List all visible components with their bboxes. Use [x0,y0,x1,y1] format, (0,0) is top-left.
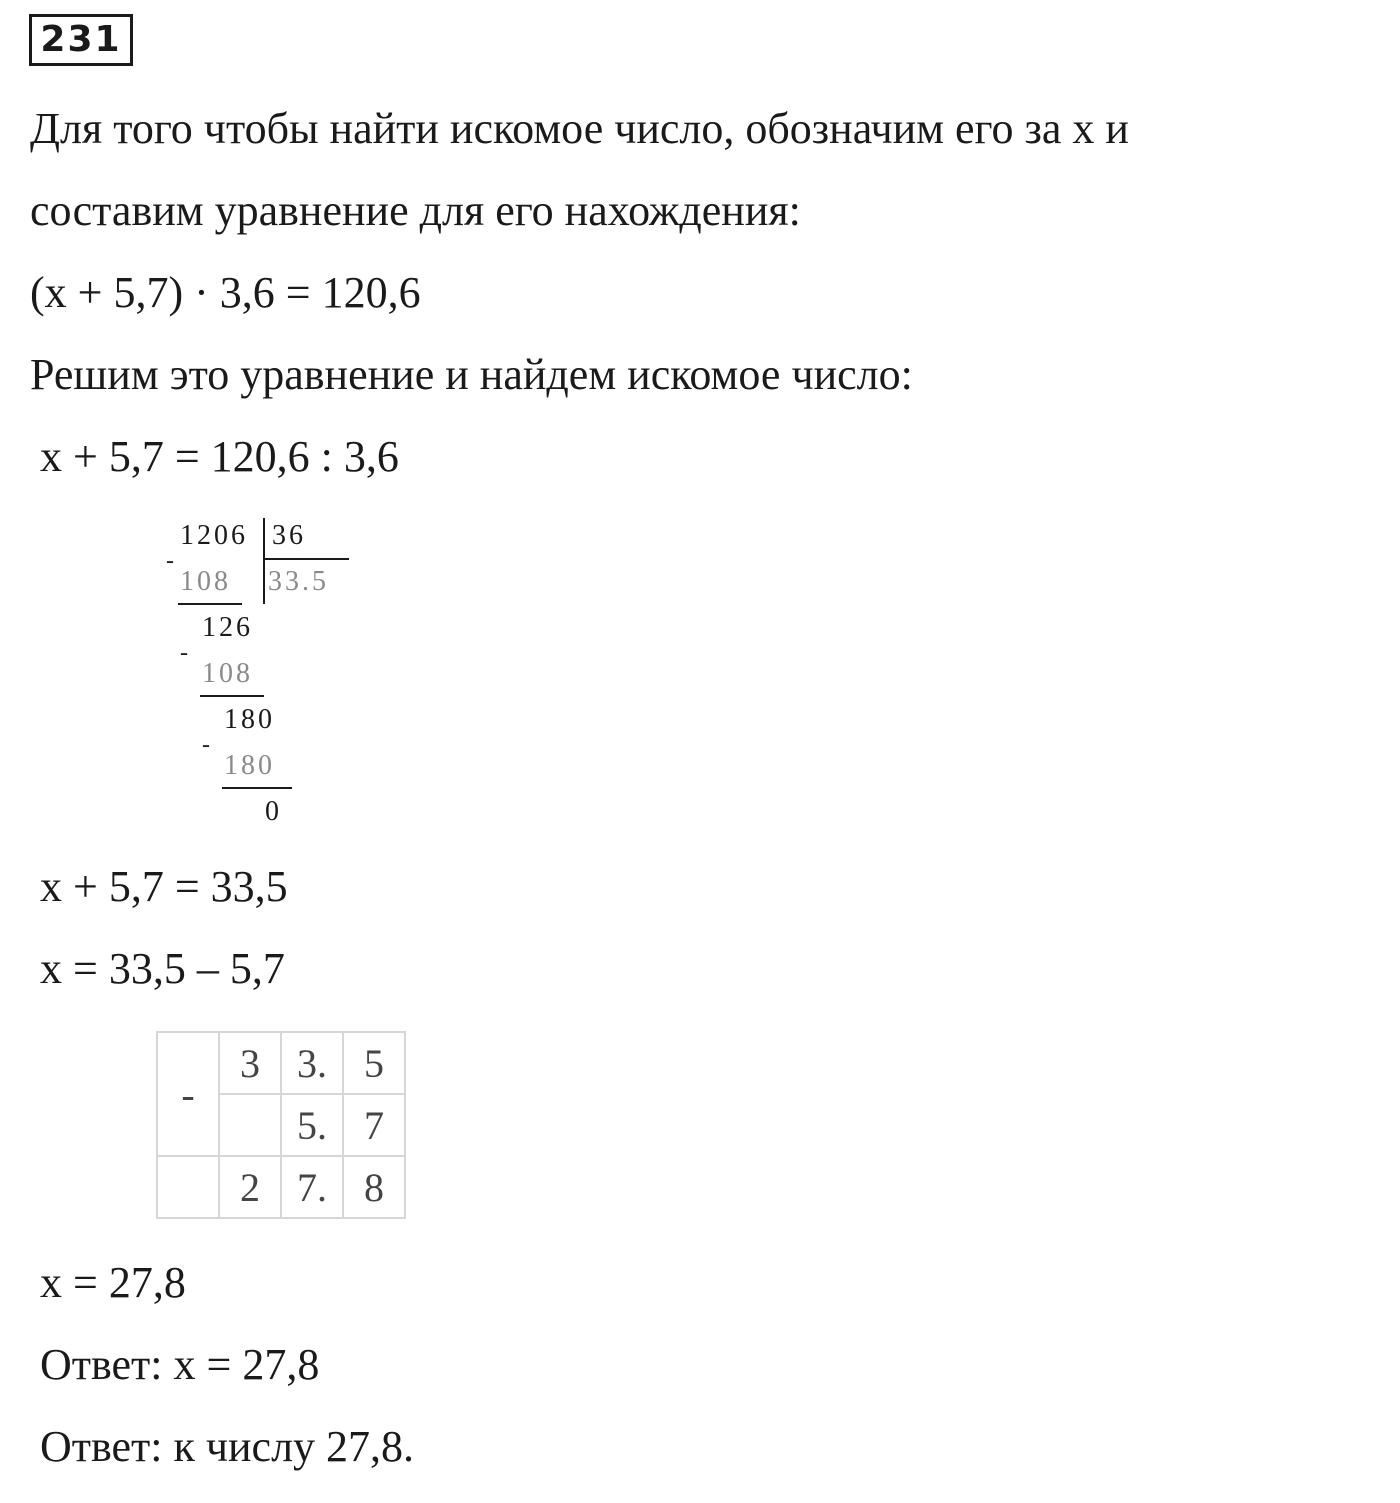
equation-step-2: х + 5,7 = 33,5 [40,862,288,911]
division-line-2 [200,695,264,697]
division-subtrahend-2: 108 [202,658,253,689]
equation-step-1: х + 5,7 = 120,6 : 3,6 [40,432,399,481]
subtraction-result-cell: 2 [219,1156,281,1218]
division-final-remainder: 0 [265,796,282,827]
intro-line-1: Для того чтобы найти искомое число, обозначим его за х и [30,104,1129,153]
division-minus-2: - [180,640,188,666]
division-subtrahend-1: 108 [180,566,231,597]
main-equation: (х + 5,7) · 3,6 = 120,6 [30,268,421,317]
answer-line-2: Ответ: к числу 27,8. [40,1422,415,1471]
division-quotient: 33.5 [268,566,329,597]
subtraction-result-cell: 8 [343,1156,405,1218]
subtraction-cell: 3. [281,1032,343,1094]
answer-line-1: Ответ: х = 27,8 [40,1340,320,1389]
intro-line-2: составим уравнение для его нахождения: [30,186,801,235]
division-vertical-bar [263,518,265,604]
division-divisor: 36 [272,520,306,551]
subtraction-cell: 5 [343,1032,405,1094]
subtraction-cell [219,1094,281,1156]
problem-number: 231 [29,14,133,66]
solve-intro: Решим это уравнение и найдем искомое число: [30,350,913,399]
division-line-1 [178,603,242,605]
division-minus-3: - [202,732,210,758]
equation-step-4: х = 27,8 [40,1258,186,1307]
division-remainder-1: 126 [202,612,253,643]
subtraction-cell-empty [157,1156,219,1218]
subtraction-cell: 3 [219,1032,281,1094]
subtraction-cell: 7 [343,1094,405,1156]
subtraction-cell: 5. [281,1094,343,1156]
division-remainder-2: 180 [224,704,275,735]
division-dividend: 1206 [180,520,248,551]
division-line-3 [222,787,292,789]
subtraction-minus: - [157,1032,219,1156]
division-minus-1: - [166,548,174,574]
column-subtraction [156,1031,406,1219]
division-divisor-line [264,558,349,560]
division-subtrahend-3: 180 [224,750,275,781]
subtraction-result-cell: 7. [281,1156,343,1218]
equation-step-3: х = 33,5 – 5,7 [40,944,285,993]
